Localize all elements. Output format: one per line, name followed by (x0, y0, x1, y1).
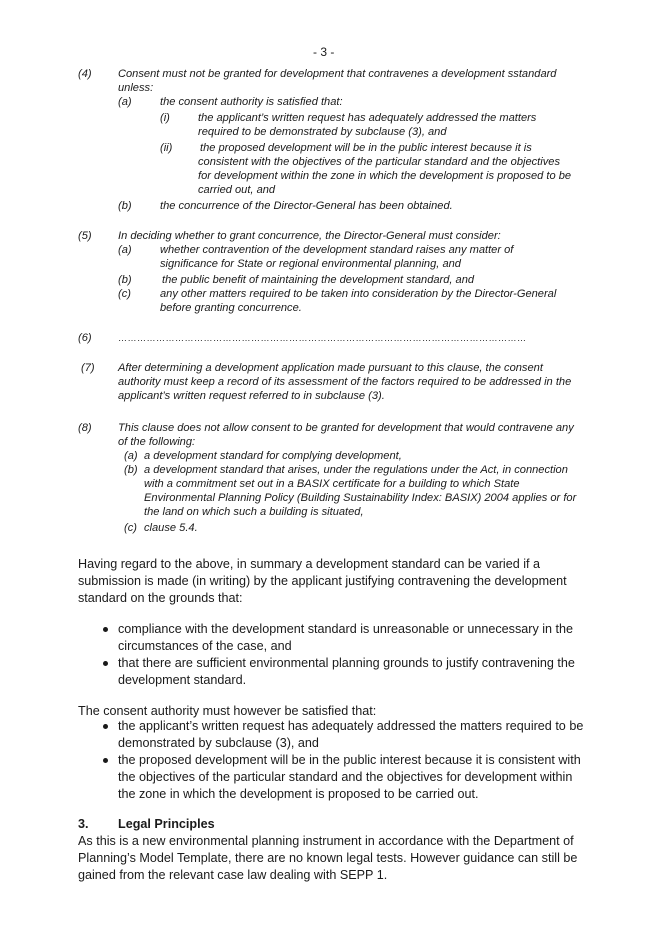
clause-number: (5) (78, 230, 92, 242)
list-item: the objectives of the particular standard and the objectives for development within (118, 770, 573, 784)
clause-number: (7) (81, 362, 95, 374)
clause-text: applicant’s written request referred to in subclause (3). (118, 390, 385, 402)
bullet-icon (103, 758, 108, 763)
subclause-text: significance for State or regional environmental planning, and (160, 258, 461, 270)
clause-text: This clause does not allow consent to be granted for development that would contravene any (118, 422, 574, 434)
list-item: the applicant’s written request has adequately addressed the matters required to be (118, 719, 584, 733)
subclause-text: consistent with the objectives of the particular standard and the objectives (198, 156, 560, 168)
subclause-text: the land on which such a building is situated, (144, 506, 364, 518)
subclause-label: (c) (118, 288, 131, 300)
list-item: development standard. (118, 673, 247, 687)
subclause-text: the concurrence of the Director-General has been obtained. (160, 200, 453, 212)
section-number: 3. (78, 817, 89, 831)
subclause-text: any other matters required to be taken into consideration by the Director-General (160, 288, 557, 300)
clause-text: After determining a development application made pursuant to this clause, the consent (118, 362, 543, 374)
subclause-label: (a) (118, 96, 132, 108)
subclause-label: (b) (118, 200, 132, 212)
subclause-label: (b) (118, 274, 132, 286)
clause-text: authority must keep a record of its assessment of the factors required to be addressed in the (118, 376, 572, 388)
clause-text: of the following: (118, 436, 196, 448)
subclause-label: (a) (124, 450, 138, 462)
subclause-text: the proposed development will be in the public interest because it is (200, 142, 532, 154)
paragraph-line: The consent authority must however be satisfied that: (78, 704, 377, 718)
clause-text: In deciding whether to grant concurrence, the Director-General must consider: (118, 230, 501, 242)
subclause-text: whether contravention of the development standard raises any matter of (160, 244, 514, 256)
clause-number: (6) (78, 332, 92, 344)
subclause-text: the applicant’s written request has adequately addressed the matters (198, 112, 537, 124)
list-item: circumstances of the case, and (118, 639, 292, 653)
subclause-text: a development standard for complying development, (144, 450, 402, 462)
subclause-text: for development within the zone in which the development is proposed to be (198, 170, 572, 182)
bullet-icon (103, 724, 108, 729)
subclause-label: (a) (118, 244, 132, 256)
subclause-label: (i) (160, 112, 170, 124)
subclause-label: (c) (124, 522, 137, 534)
list-item: the zone in which the development is proposed to be carried out. (118, 787, 479, 801)
subclause-text: a development standard that arises, under the regulations under the Act, in connection (144, 464, 568, 476)
list-item: that there are sufficient environmental planning grounds to justify contravening the (118, 656, 575, 670)
paragraph-line: submission is made (in writing) by the applicant justifying contravening the development (78, 574, 567, 588)
subclause-text: the public benefit of maintaining the development standard, and (162, 274, 475, 286)
subclause-text: required to be demonstrated by subclause (3), and (198, 126, 447, 138)
subclause-text: with a commitment set out in a BASIX certificate for a building to which State (144, 478, 520, 490)
subclause-label: (ii) (160, 142, 173, 154)
list-item: the proposed development will be in the public interest because it is consistent with (118, 753, 581, 767)
bullet-icon (103, 627, 108, 632)
clause-number: (8) (78, 422, 92, 434)
paragraph-line: Planning’s Model Template, there are no known legal tests. However guidance can still be (78, 851, 578, 865)
subclause-label: (b) (124, 464, 138, 476)
bullet-icon (103, 661, 108, 666)
paragraph-line: As this is a new environmental planning instrument in accordance with the Department of (78, 834, 574, 848)
list-item: demonstrated by subclause (3), and (118, 736, 319, 750)
section-heading: Legal Principles (118, 817, 215, 831)
subclause-text: Environmental Planning Policy (Building Sustainability Index: BASIX) 2004 applies or for (144, 492, 577, 504)
clause-text: Consent must not be granted for development that contravenes a development sstandard (118, 68, 557, 80)
subclause-text: before granting concurrence. (160, 302, 302, 314)
subclause-text: the consent authority is satisfied that: (160, 96, 343, 108)
paragraph-line: gained from the relevant case law dealing with SEPP 1. (78, 868, 388, 882)
list-item: compliance with the development standard is unreasonable or unnecessary in the (118, 622, 574, 636)
clause-number: (4) (78, 68, 92, 80)
page-number: - 3 - (313, 45, 335, 59)
clause-text: unless: (118, 82, 154, 94)
subclause-text: carried out, and (198, 184, 276, 196)
paragraph-line: Having regard to the above, in summary a development standard can be varied if a (78, 557, 541, 571)
paragraph-line: standard on the grounds that: (78, 591, 243, 605)
subclause-text: clause 5.4. (144, 522, 198, 534)
omitted-dots: ………………………………………………………………………………………………………………… (118, 333, 527, 343)
